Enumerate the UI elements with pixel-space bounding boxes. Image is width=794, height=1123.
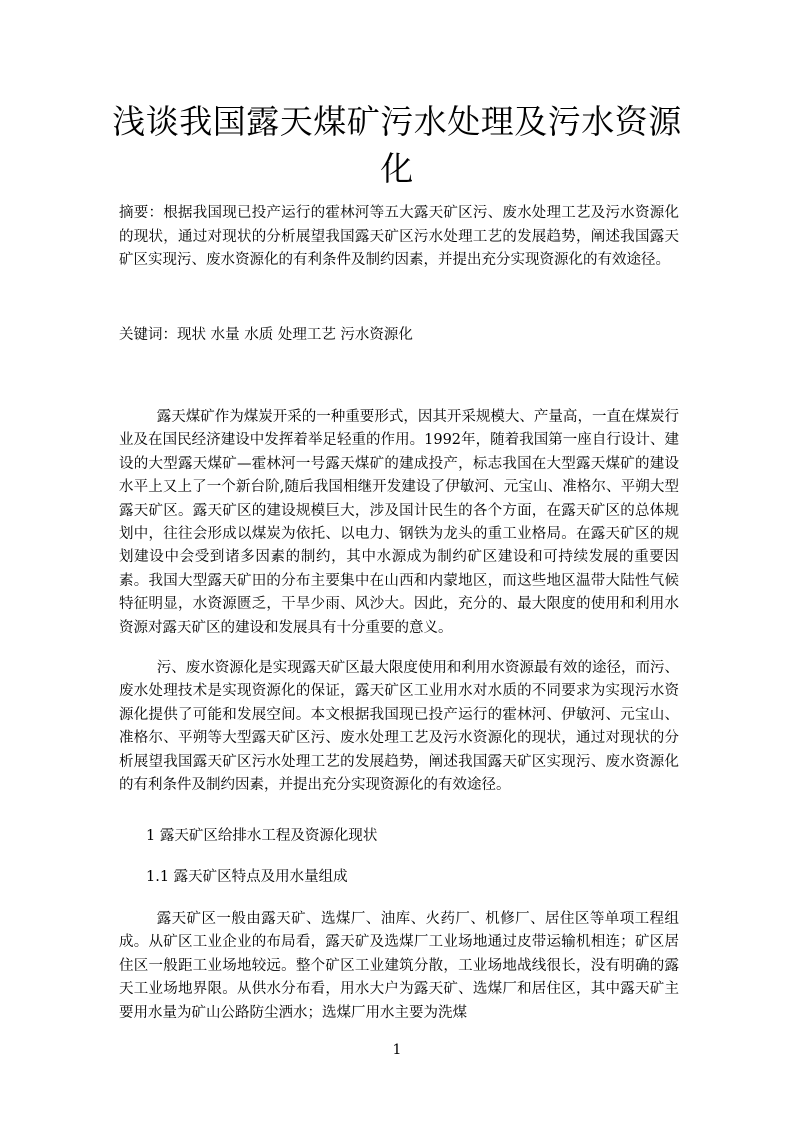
section-heading-1: 1 露天矿区给排水工程及资源化现状 [146, 828, 378, 844]
abstract: 摘要：根据我国现已投产运行的霍林河等五大露天矿区污、废水处理工艺及污水资源化的现状，通过对现状的分析展望我国露天矿区污水处理工艺的发展趋势，阐述我国露天矿区实现污、废水资源化的有利条件及制约因素，并提出充分实现资源化的有效途径。 [119, 205, 679, 268]
body-paragraph-3: 露天矿区一般由露天矿、选煤厂、油库、火药厂、机修厂、居住区等单项工程组成。从矿区工业企业的布局看，露天矿及选煤厂工业场地通过皮带运输机相连；矿区居住区一般距工业场地较远。整个矿区工业建筑分散，工业场地战线很长，没有明确的露天工业场地界限。从供水分布看，用水大户为露天矿、选煤厂和居住区，其中露天矿主要用水量为矿山公路防尘洒水；选煤厂用水主要为洗煤 [119, 911, 679, 1021]
subsection-heading-1-1: 1.1 露天矿区特点及用水量组成 [146, 869, 348, 885]
page-number: 1 [392, 1042, 402, 1058]
keywords: 关键词：现状 水量 水质 处理工艺 污水资源化 [119, 327, 413, 343]
body-paragraph-2: 污、废水资源化是实现露天矿区最大限度使用和利用水资源最有效的途径，而污、废水处理技术是实现资源化的保证，露天矿区工业用水对水质的不同要求为实现污水资源化提供了可能和发展空间。本文根据我国现已投产运行的霍林河、伊敏河、元宝山、准格尔、平朔等大型露天矿区污、废水处理工艺及污水资源化的现状，通过对现状的分析展望我国露天矿区污水处理工艺的发展趋势，阐述我国露天矿区实现污、废水资源化的有利条件及制约因素，并提出充分实现资源化的有效途径。 [119, 660, 679, 794]
body-paragraph-1: 露天煤矿作为煤炭开采的一种重要形式，因其开采规模大、产量高，一直在煤炭行业及在国民经济建设中发挥着举足轻重的作用。1992年，随着我国第一座自行设计、建设的大型露天煤矿—霍林河一号露天煤矿的建成投产，标志我国在大型露天煤矿的建设水平上又上了一个新台阶,随后我国相继开发建设了伊敏河、元宝山、准格尔、平朔大型露天矿区。露天矿区的建设规模巨大，涉及国计民生的各个方面，在露天矿区的总体规划中，往往会形成以煤炭为依托、以电力、钢铁为龙头的重工业格局。在露天矿区的规划建设中会受到诸多因素的制约，其中水源成为制约矿区建设和可持续发展的重要因素。我国大型露天矿田的分布主要集中在山西和内蒙地区，而这些地区温带大陆性气候特征明显，水资源匮乏，干旱少雨、风沙大。因此，充分的、最大限度的使用和利用水资源对露天矿区的建设和发展具有十分重要的意义。 [119, 409, 679, 636]
document-title: 浅谈我国露天煤矿污水处理及污水资源化 [112, 102, 682, 188]
